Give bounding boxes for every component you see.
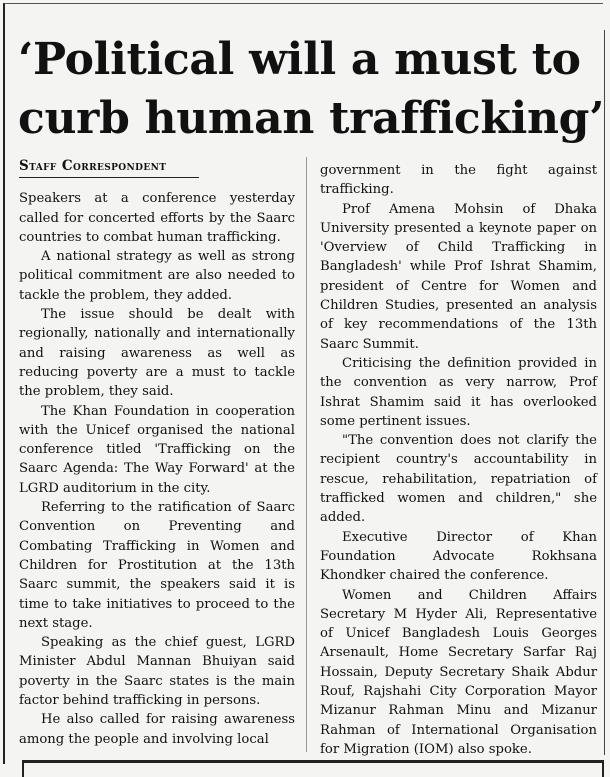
paragraph: government in the fight against trafficking. xyxy=(320,163,597,198)
right-column xyxy=(320,161,597,759)
paragraph: Women and Children Affairs Secretary M Hyder Ali, Representative of Unicef Bangladesh Louis Georges Arsenault, Home Secretary Sarfar Raj Hossain, Deputy Secretary Shaik Abdur Rouf, Rajshahi City Corporation Mayor Mizanur Rahman Minu and Mizanur Rahman of International Organisation for Migration (IOM) also spoke. xyxy=(320,587,597,757)
byline: Staff Correspondent xyxy=(19,157,199,178)
headline xyxy=(18,30,605,148)
paragraph: Speaking as the chief guest, LGRD Minister Abdul Mannan Bhuiyan said poverty in the Saarc states is the main factor behind trafficking in persons. xyxy=(19,635,295,709)
headline-line-2: curb human trafficking’ xyxy=(18,93,605,144)
paragraph: He also called for raising awareness among the people and involving local xyxy=(19,712,295,747)
bottom-box-edge xyxy=(22,760,604,777)
paragraph: A national strategy as well as strong political commitment are also needed to tackle the problem, they added. xyxy=(19,249,295,303)
paragraph: Speakers at a conference yesterday called for concerted efforts by the Saarc countries to combat human trafficking. xyxy=(19,191,295,245)
paragraph: Prof Amena Mohsin of Dhaka University presented a keynote paper on 'Overview of Child Trafficking in Bangladesh' while Prof Ishrat Shamim, president of Centre for Women and Children Studies, presented an analysis of key recommendations of the 13th Saarc Summit. xyxy=(320,201,597,352)
paragraph: The Khan Foundation in cooperation with the Unicef organised the national conference titled 'Trafficking on the Saarc Agenda: The Way Forward' at the LGRD auditorium in the city. xyxy=(19,403,295,496)
headline-line-1: ‘Political will a must to xyxy=(18,34,581,85)
paragraph: "The convention does not clarify the recipient country's accountability in rescue, rehabilitation, repatriation of trafficked women and children," she added. xyxy=(320,433,597,526)
paragraph: Referring to the ratification of Saarc Convention on Preventing and Combating Trafficking in Women and Children for Prostitution at the 13th Saarc summit, the speakers said it is time to take initiatives to proceed to the next stage. xyxy=(19,500,295,631)
paragraph: Executive Director of Khan Foundation Advocate Rokhsana Khondker chaired the conference. xyxy=(320,529,597,584)
column-divider xyxy=(306,157,307,752)
paragraph: The issue should be dealt with regionally, nationally and internationally and raising awareness as well as reducing poverty are a must to tackle the problem, they said. xyxy=(19,307,295,400)
left-column xyxy=(19,157,295,749)
paragraph: Criticising the definition provided in the convention as very narrow, Prof Ishrat Shamim said it has overlooked some pertinent issues. xyxy=(320,355,597,429)
